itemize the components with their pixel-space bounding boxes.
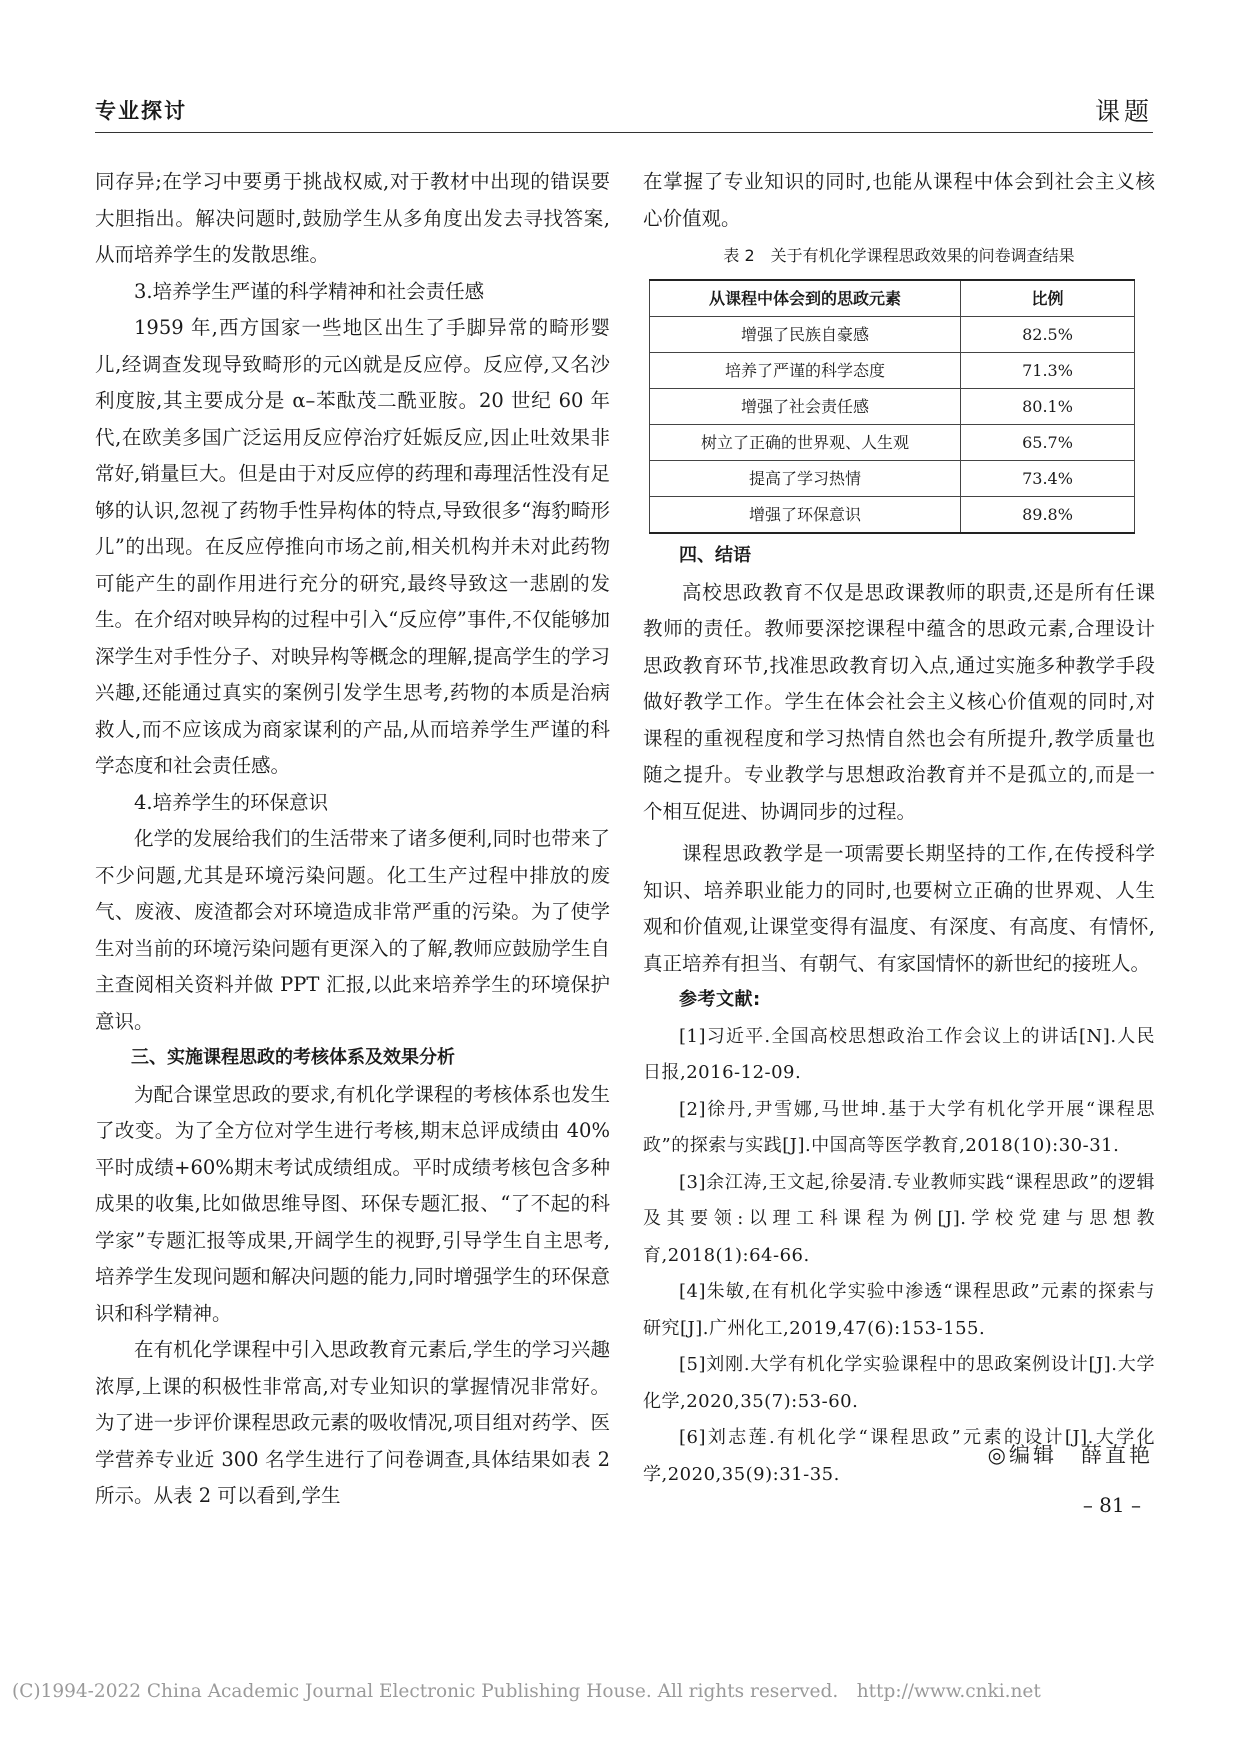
paragraph: 课程思政教学是一项需要长期坚持的工作,在传授科学知识、培养职业能力的同时,也要树立正确的世界观、人生观和价值观,让课堂变得有温度、有深度、有高度、有情怀,真正培养有担当、有朝气、有家国情怀的新世纪的接班人。 [643,842,1155,975]
left-column [95,164,610,1515]
table-header-row [650,280,1135,317]
table-cell: 73.4% [961,461,1135,497]
subsection-heading: 3.培养学生严谨的科学精神和社会责任感 [134,279,485,303]
column-header: 比例 [961,280,1135,317]
table-row [650,425,1135,461]
right-column [643,164,1155,1493]
table-cell: 树立了正确的世界观、人生观 [650,425,961,461]
section-heading: 四、结语 [679,545,751,566]
section-heading: 三、实施课程思政的考核体系及效果分析 [131,1047,455,1068]
table-cell: 80.1% [961,389,1135,425]
header-divider [95,132,1153,133]
survey-results-table [649,279,1135,534]
paragraph: 1959 年,西方国家一些地区出生了手脚异常的畸形婴儿,经调查发现导致畸形的元凶就是反应停。反应停,又名沙利度胺,其主要成分是 α–苯酞茂二酰亚胺。20 世纪 60 年代,在欧美多国广泛运用反应停治疗妊娠反应,因止吐效果非常好,销量巨大。但是由于对反应停的药理和毒理活性没有足够的认识,忽视了药物手性异构体的特点,导致很多“海豹畸形儿”的出现。在反应停推向市场之前,相关机构并未对此药物可能产生的副作用进行充分的研究,最终导致这一悲剧的发生。在介绍对映异构的过程中引入“反应停”事件,不仅能够加深学生对手性分子、对映异构等概念的理解,提高学生的学习兴趣,还能通过真实的案例引发学生思考,药物的本质是治病救人,而不应该成为商家谋利的产品,从而培养学生严谨的科学态度和社会责任感。 [95,316,610,777]
page-number: – 81 – [1082,1493,1141,1517]
table-row [650,389,1135,425]
reference-item: [6]刘志莲.有机化学“课程思政”元素的设计[J].大学化学,2020,35(9):31-35. [643,1427,1155,1485]
table-cell: 82.5% [961,317,1135,353]
table-row [650,461,1135,497]
reference-item: [4]朱敏,在有机化学实验中渗透“课程思政”元素的探索与研究[J].广州化工,2019,47(6):153-155. [643,1281,1155,1339]
paragraph-continued: 同存异;在学习中要勇于挑战权威,对于教材中出现的错误要大胆指出。解决问题时,鼓励学生从多角度出发去寻找答案,从而培养学生的发散思维。 [95,170,610,266]
paragraph-continued: 在掌握了专业知识的同时,也能从课程中体会到社会主义核心价值观。 [643,170,1155,230]
reference-item: [1]习近平.全国高校思想政治工作会议上的讲话[N].人民日报,2016-12-09. [643,1025,1155,1083]
references [643,982,1155,1493]
table-cell: 增强了民族自豪感 [650,317,961,353]
editor-credit: ◎编辑 薛直艳 [987,1443,1153,1467]
table-cell: 89.8% [961,497,1135,534]
paragraph: 在有机化学课程中引入思政教育元素后,学生的学习兴趣浓厚,上课的积极性非常高,对专业知识的掌握情况非常好。为了进一步评价课程思政元素的吸收情况,项目组对药学、医学营养专业近 300 名学生进行了问卷调查,具体结果如表 2 所示。从表 2 可以看到,学生 [95,1338,610,1507]
reference-item: [3]余江涛,王文起,徐晏清.专业教师实践“课程思政”的逻辑及其要领:以理工科课程为例[J].学校党建与思想教育,2018(1):64-66. [643,1171,1155,1266]
reference-item: [5]刘刚.大学有机化学实验课程中的思政案例设计[J].大学化学,2020,35(7):53-60. [643,1354,1155,1412]
table-cell: 65.7% [961,425,1135,461]
table-cell: 增强了社会责任感 [650,389,961,425]
table-caption: 表 2 关于有机化学课程思政效果的问卷调查结果 [723,246,1075,265]
paragraph: 化学的发展给我们的生活带来了诸多便利,同时也带来了不少问题,尤其是环境污染问题。化工生产过程中排放的废气、废液、废渣都会对环境造成非常严重的污染。为了使学生对当前的环境污染问题有更深入的了解,教师应鼓励学生自主查阅相关资料并做 PPT 汇报,以此来培养学生的环境保护意识。 [95,827,610,1033]
running-header-section: 专业探讨 [95,99,187,123]
references-heading: 参考文献: [679,989,761,1010]
subsection-heading: 4.培养学生的环保意识 [134,790,329,814]
copyright-footer: (C)1994-2022 China Academic Journal Electronic Publishing House. All rights reserved. http://www.cnki.net [12,1681,1041,1702]
reference-item: [2]徐丹,尹雪娜,马世坤.基于大学有机化学开展“课程思政”的探索与实践[J].中国高等医学教育,2018(10):30-31. [643,1098,1155,1156]
table-cell: 培养了严谨的科学态度 [650,353,961,389]
table-row [650,317,1135,353]
column-header: 从课程中体会到的思政元素 [650,280,961,317]
paragraph: 为配合课堂思政的要求,有机化学课程的考核体系也发生了改变。为了全方位对学生进行考核,期末总评成绩由 40%平时成绩+60%期末考试成绩组成。平时成绩考核包含多种成果的收集,比如做思维导图、环保专题汇报、“了不起的科学家”专题汇报等成果,开阔学生的视野,引导学生自主思考,培养学生发现问题和解决问题的能力,同时增强学生的环保意识和科学精神。 [95,1082,610,1325]
paragraph: 高校思政教育不仅是思政课教师的职责,还是所有任课教师的责任。教师要深挖课程中蕴含的思政元素,合理设计思政教育环节,找准思政教育切入点,通过实施多种教学手段做好教学工作。学生在体会社会主义核心价值观的同时,对课程的重视程度和学习热情自然也会有所提升,教学质量也随之提升。专业教学与思想政治教育并不是孤立的,而是一个相互促进、协调同步的过程。 [643,580,1155,823]
table-cell: 提高了学习热情 [650,461,961,497]
table-row [650,497,1135,534]
table-cell: 增强了环保意识 [650,497,961,534]
running-header-column: 课题 [1094,97,1153,126]
table-cell: 71.3% [961,353,1135,389]
table-row [650,353,1135,389]
